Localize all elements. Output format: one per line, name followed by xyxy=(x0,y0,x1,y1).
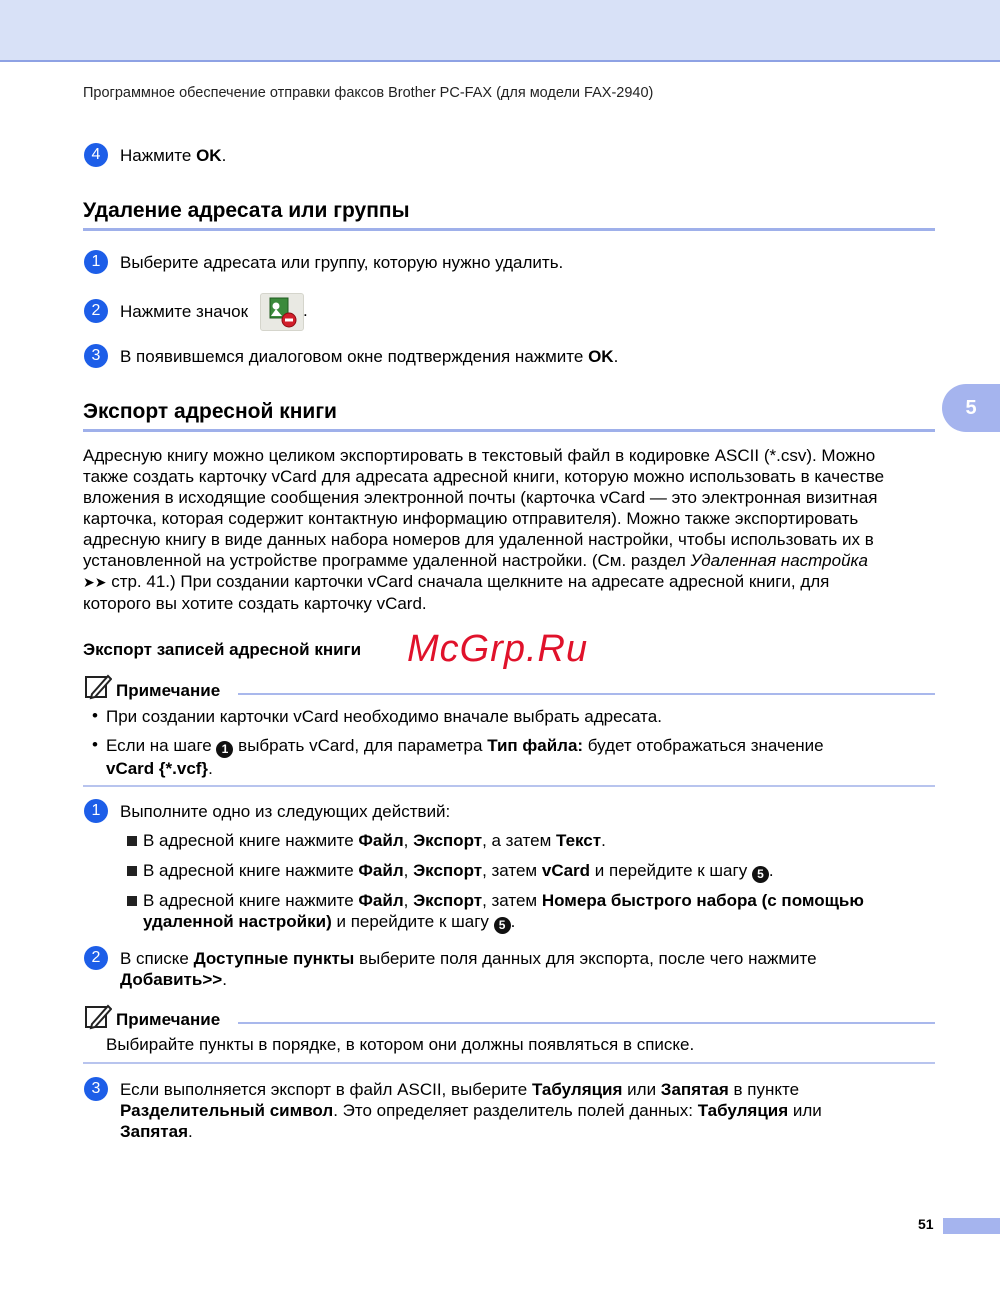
step-number: 1 xyxy=(84,799,108,823)
step-number: 4 xyxy=(84,143,108,167)
note-bullet-text: Если на шаге 1 выбрать vCard, для параметра Тип файла: будет отображаться значение vCard {*.vcf}. xyxy=(106,736,824,778)
note-pencil-icon xyxy=(84,1004,112,1030)
step-number: 2 xyxy=(84,299,108,323)
page-number: 51 xyxy=(918,1216,934,1232)
step-text: В появившемся диалоговом окне подтверждения нажмите OK. xyxy=(120,347,619,366)
delete-contact-icon xyxy=(260,293,304,331)
option-text: В адресной книге нажмите Файл, Экспорт, затем vCard и перейдите к шагу 5 . xyxy=(143,861,774,881)
note-text: Выбирайте пункты в порядке, в котором они должны появляться в списке. xyxy=(106,1035,695,1054)
chapter-tab[interactable]: 5 xyxy=(942,384,1000,432)
bullet-mark: • xyxy=(92,735,98,754)
step-number: 1 xyxy=(84,250,108,274)
bullet-mark: • xyxy=(92,706,98,725)
note-rule xyxy=(238,1022,935,1024)
step-number: 3 xyxy=(84,344,108,368)
note-pencil-icon xyxy=(84,674,112,700)
section-rule xyxy=(83,429,935,432)
running-header: Программное обеспечение отправки факсов Brother PC-FAX (для модели FAX-2940) xyxy=(83,85,654,101)
step-text: Если выполняется экспорт в файл ASCII, выберите Табуляция или Запятая в пункте Разделительный символ. Это определяет разделитель полей данных: Табуляция или Запятая. xyxy=(120,1080,822,1141)
note-end-rule xyxy=(83,785,935,787)
section-title-export: Экспорт адресной книги xyxy=(83,400,337,423)
watermark: McGrp.Ru xyxy=(407,628,589,670)
square-bullet xyxy=(127,896,137,906)
step-number: 3 xyxy=(84,1077,108,1101)
page-bar xyxy=(943,1218,1000,1234)
step-text: Нажмите значок xyxy=(120,302,249,321)
section-rule xyxy=(83,228,935,231)
step-text: Нажмите OK. xyxy=(120,146,227,165)
note-label: Примечание xyxy=(116,1010,221,1029)
top-band xyxy=(0,0,1000,62)
note-rule xyxy=(238,693,935,695)
step-text: Выберите адресата или группу, которую нужно удалить. xyxy=(120,253,564,272)
step-text: Выполните одно из следующих действий: xyxy=(120,802,451,821)
option-text: В адресной книге нажмите Файл, Экспорт, затем Номера быстрого набора (с помощью удаленной настройки) и перейдите к шагу 5 . xyxy=(143,891,864,932)
note-label: Примечание xyxy=(116,681,221,700)
square-bullet xyxy=(127,836,137,846)
export-paragraph: Адресную книгу можно целиком экспортировать в текстовый файл в кодировке ASCII (*.csv). Можно также создать карточку vCard для адресата адресной книги, которую можно использовать в качестве вложения в исходящие сообщения электронной почты (карточка vCard — это электронная визитная карточка, которая содержит контактную информацию отправителя). Можно также экспортировать адресную книгу в виде данных набора номеров для удаленной настройки, чтобы использовать их в установленной на устройстве программе удаленной настройки. (См. раздел Удаленная настройка ➤➤ стр. 41.) При создании карточки vCard сначала щелкните на адресате адресной книги, для которого вы хотите создать карточку vCard. xyxy=(83,446,885,613)
section-title-delete: Удаление адресата или группы xyxy=(83,199,410,222)
subsection-title: Экспорт записей адресной книги xyxy=(83,640,362,659)
step-text-suffix: . xyxy=(303,301,308,320)
note-end-rule xyxy=(83,1062,935,1064)
square-bullet xyxy=(127,866,137,876)
note-bullet-text: При создании карточки vCard необходимо вначале выбрать адресата. xyxy=(106,707,662,726)
step-text: В списке Доступные пункты выберите поля данных для экспорта, после чего нажмите Добавить>>. xyxy=(120,949,817,989)
step-number: 2 xyxy=(84,946,108,970)
option-text: В адресной книге нажмите Файл, Экспорт, а затем Текст. xyxy=(143,831,606,850)
double-arrow-icon: ➤➤ xyxy=(83,574,107,590)
